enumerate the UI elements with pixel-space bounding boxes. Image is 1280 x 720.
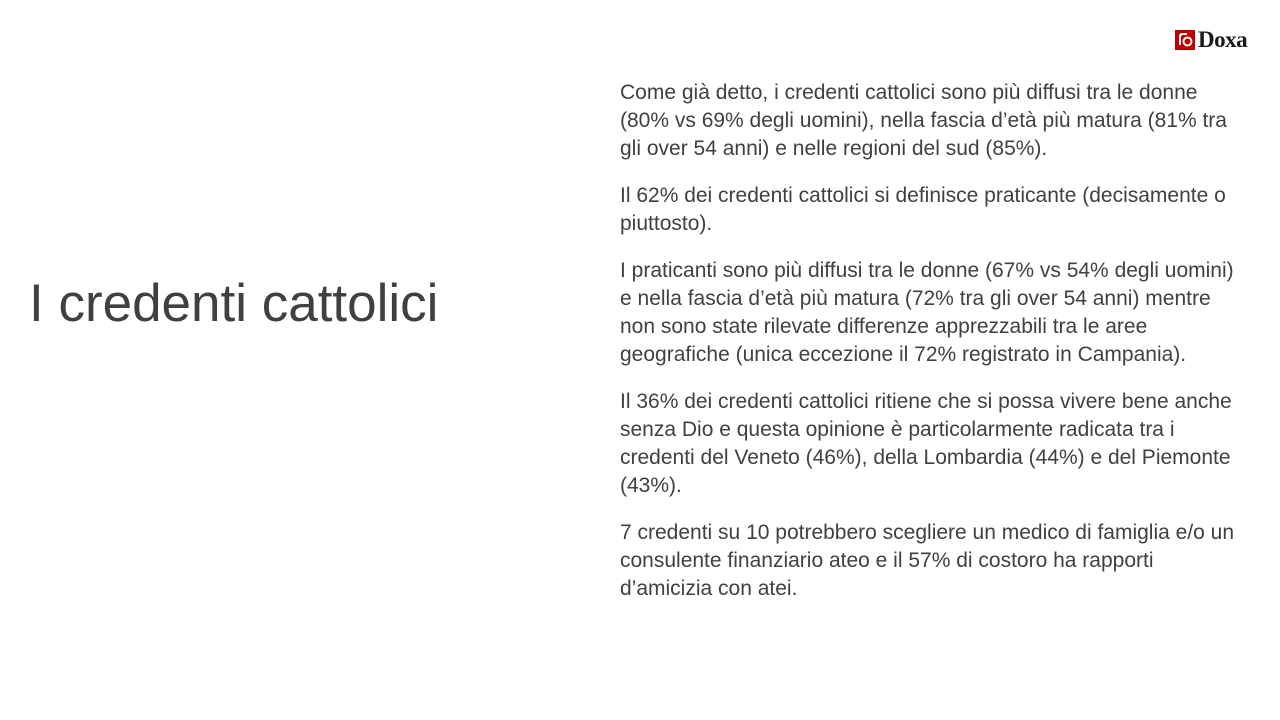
paragraph-2: Il 62% dei credenti cattolici si definisce praticante (decisamente o piuttosto). xyxy=(620,184,1226,235)
doxa-logo xyxy=(1175,28,1247,52)
paragraph-5: 7 credenti su 10 potrebbero scegliere un medico di famiglia e/o un consulente finanziario ateo e il 57% di costoro ha rapporti d’amicizia con atei. xyxy=(620,521,1235,600)
paragraph-4: Il 36% dei credenti cattolici ritiene che si possa vivere bene anche senza Dio e questa opinione è particolarmente radicata tra i credenti del Veneto (46%), della Lombardia (44%) e del Piemonte (43%). xyxy=(620,390,1232,497)
paragraph-1: Come già detto, i credenti cattolici sono più diffusi tra le donne (80% vs 69% degli uomini), nella fascia d’età più matura (81% tra gli over 54 anni) e nelle regioni del sud (85%). xyxy=(620,81,1227,160)
slide-title: I credenti cattolici xyxy=(29,274,439,333)
paragraph-3: I praticanti sono più diffusi tra le donne (67% vs 54% degli uomini) e nella fascia d’età più matura (72% tra gli over 54 anni) mentre non sono state rilevate differenze apprezzabili tra le aree geografiche (unica eccezione il 72% registrato in Campania). xyxy=(620,259,1234,366)
doxa-logo-text: Doxa xyxy=(1198,27,1248,52)
body-text xyxy=(620,79,1250,622)
doxa-logo-mark-icon xyxy=(1175,30,1195,50)
